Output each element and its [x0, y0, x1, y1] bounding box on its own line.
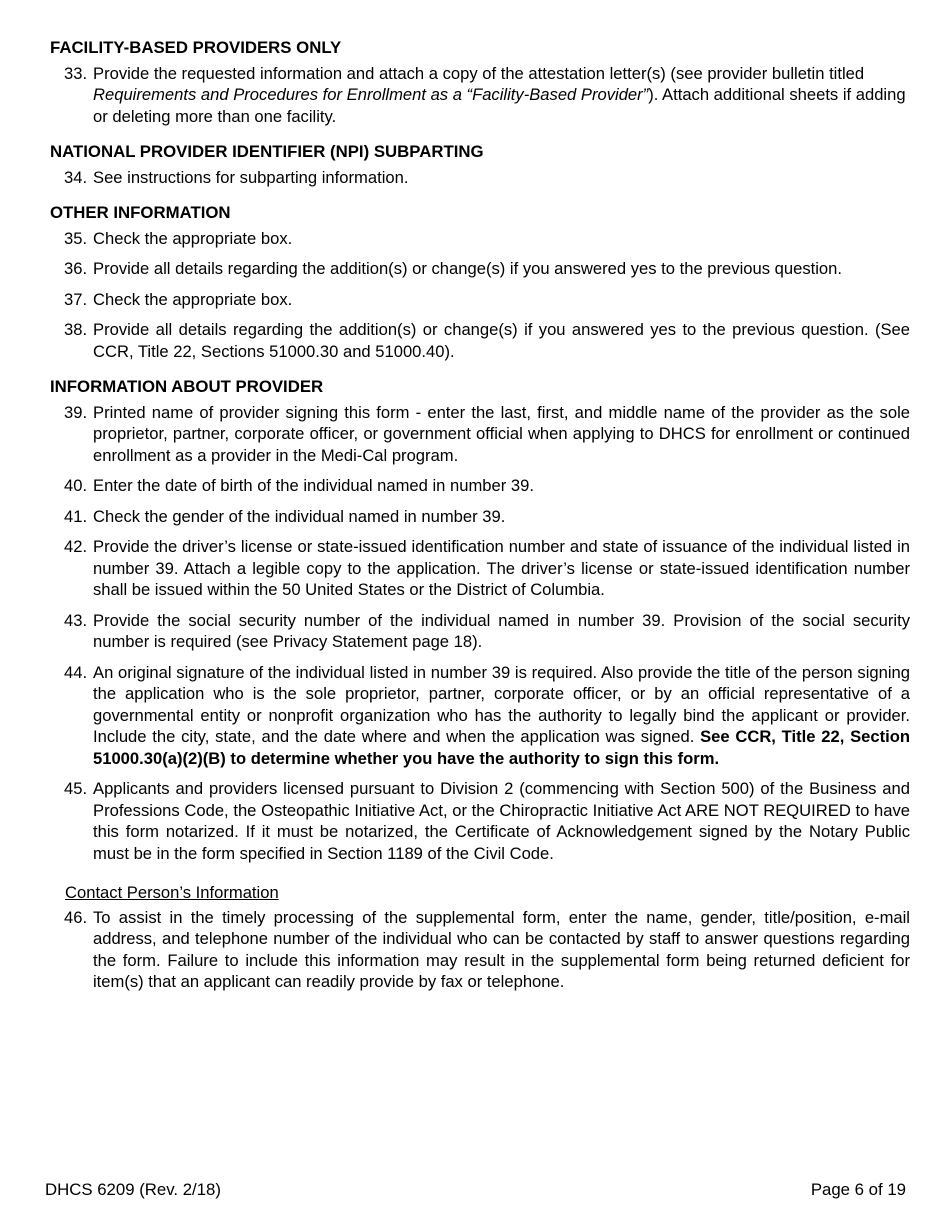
- item-text: Check the gender of the individual named in number 39.: [93, 506, 506, 526]
- authority-note: See CCR, Title 22, Section 51000.30(a)(2)(B) to determine whether you have the authority to sign this form.: [93, 727, 911, 768]
- section-heading: FACILITY-BASED PROVIDERS ONLY: [50, 38, 342, 57]
- item-number: 44.: [64, 662, 88, 682]
- instruction-item-41: [50, 506, 910, 528]
- item-text: Provide all details regarding the addition(s) or change(s) if you answered yes to the previous question.: [93, 259, 842, 278]
- page-number: Page 6 of 19: [810, 1180, 906, 1199]
- item-text-part: ). Attach additional sheets if adding or deleting more than one facility.: [93, 85, 906, 126]
- instruction-item-36: [50, 258, 910, 280]
- item-text: Provide the driver’s license or state-issued identification number and state of issuance of the individual listed in number 39. Attach a legible copy to the application. The driver’s license or state-issued identification number shall be issued within the 50 United States or the District of Columbia.: [93, 537, 910, 599]
- item-text: Check the appropriate box.: [93, 228, 293, 248]
- item-text: Provide the social security number of the individual named in number 39. Provision of the social security number is required (see Privacy Statement page 18).: [93, 610, 910, 651]
- item-text-part: An original signature of the individual listed in number 39 is required. Also provide the title of the person signing the application who is the sole proprietor, partner, corporate officer, or by an official representative of a governmental entity or nonprofit organization who has the authority to legally bind the applicant or provider. Include the city, state, and the date where and when the application was signed.: [93, 662, 910, 746]
- item-number: 33.: [64, 63, 88, 83]
- instruction-item-44: [50, 662, 910, 770]
- item-number: 34.: [64, 167, 88, 187]
- item-text: Printed name of provider signing this form - enter the last, first, and middle name of the provider as the sole proprietor, partner, corporate officer, or government official when applying to DHCS for enrollment or continued enrollment as a provider in the Medi-Cal program.: [93, 402, 910, 465]
- section-heading: OTHER INFORMATION: [50, 203, 231, 222]
- item-number: 45.: [64, 779, 88, 798]
- instruction-item-40: [50, 475, 910, 497]
- item-text: To assist in the timely processing of the supplemental form, enter the name, gender, title/position, e-mail address, and telephone number of the individual who can be contacted by staff to answer questions regarding the form. Failure to include this information may result in the supplemental form being returned deficient for item(s) that an applicant can readily provide by fax or telephone.: [93, 907, 910, 991]
- section-npi-subparting: [50, 141, 910, 188]
- section-other-information: [50, 202, 910, 362]
- instructions-body: [50, 37, 910, 1003]
- form-identifier: DHCS 6209 (Rev. 2/18): [45, 1180, 221, 1199]
- item-number: 40.: [64, 476, 88, 495]
- instruction-item-45: [50, 778, 910, 864]
- item-number: 46.: [64, 907, 88, 927]
- item-number: 38.: [64, 320, 88, 339]
- item-text: [93, 63, 910, 128]
- bulletin-title: Requirements and Procedures for Enrollment as a “Facility-Based Provider”: [93, 85, 649, 104]
- section-heading: NATIONAL PROVIDER IDENTIFIER (NPI) SUBPARTING: [50, 142, 484, 161]
- instruction-item-42: [50, 536, 910, 601]
- item-number: 43.: [64, 610, 88, 630]
- instruction-item-39: [50, 402, 910, 467]
- item-text: [93, 662, 910, 770]
- section-information-about-provider: [50, 376, 910, 993]
- item-number: 41.: [64, 506, 88, 526]
- item-text: See instructions for subparting information.: [93, 167, 409, 187]
- item-number: 37.: [64, 289, 88, 309]
- item-number: 35.: [64, 228, 88, 248]
- item-text: Applicants and providers licensed pursuant to Division 2 (commencing with Section 500) of the Business and Professions Code, the Osteopathic Initiative Act, or the Chiropractic Initiative Act ARE NOT REQUIRED to have this form notarized. If it must be notarized, the Certificate of Acknowledgement signed by the Notary Public must be in the form specified in Section 1189 of the Civil Code.: [93, 779, 910, 863]
- instruction-item-34: [50, 167, 910, 189]
- section-facility-based: [50, 37, 910, 127]
- instruction-item-38: [50, 319, 910, 362]
- item-text-part: Provide the requested information and attach a copy of the attestation letter(s) (see provider bulletin titled: [93, 63, 865, 83]
- item-text: Provide all details regarding the addition(s) or change(s) if you answered yes to the previous question. (See CCR, Title 22, Sections 51000.30 and 51000.40).: [93, 320, 910, 361]
- section-heading: INFORMATION ABOUT PROVIDER: [50, 377, 324, 396]
- item-number: 39.: [64, 402, 88, 422]
- item-number: 36.: [64, 259, 88, 278]
- instruction-item-43: [50, 610, 910, 653]
- instruction-item-33: [50, 63, 910, 128]
- item-number: 42.: [64, 537, 88, 556]
- instruction-item-35: [50, 228, 910, 250]
- instruction-item-37: [50, 289, 910, 311]
- instruction-item-46: [50, 907, 910, 993]
- item-text: Enter the date of birth of the individual named in number 39.: [93, 476, 534, 495]
- item-text: Check the appropriate box.: [93, 289, 293, 309]
- contact-person-heading: Contact Person’s Information: [65, 883, 279, 902]
